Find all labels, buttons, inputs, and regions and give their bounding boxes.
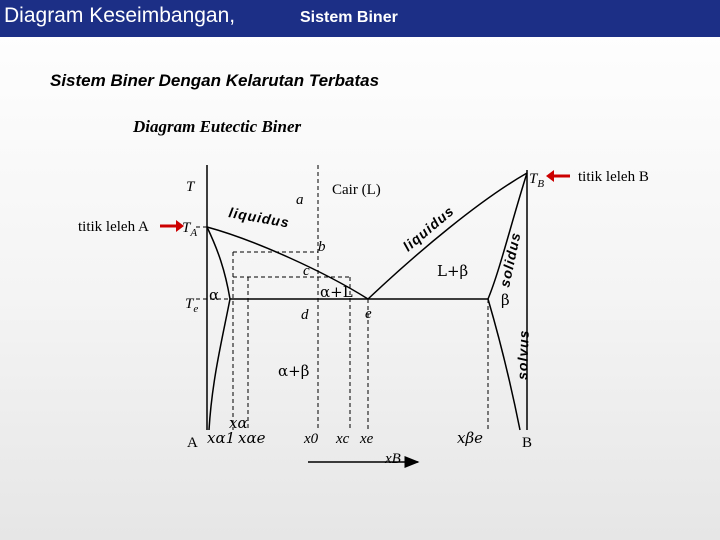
axis-a-label: A: [187, 435, 198, 451]
alpha-region-label: α: [209, 286, 220, 304]
alpha-beta-region-label: α+β: [278, 362, 310, 380]
t-e-label: $T_e$: [185, 296, 199, 315]
t-b-label: $T_B$: [529, 171, 545, 190]
x-alpha-e-label: xαe: [238, 429, 266, 447]
melt-b-arrowhead: [546, 170, 554, 182]
xe-label: xe: [360, 431, 374, 447]
liquidus-left-text: liquidus: [227, 204, 291, 231]
melt-b-label: titik leleh B: [578, 169, 649, 185]
composition-xb-label: xB: [385, 451, 401, 467]
liquid-region-label: Cair (L): [332, 182, 381, 198]
l-beta-region-label: L+β: [437, 262, 469, 280]
point-e-label: e: [365, 306, 372, 322]
point-a-label: a: [296, 192, 304, 208]
slide-title-suffix: Sistem Biner: [300, 9, 398, 26]
point-d-label: d: [301, 307, 309, 323]
solvus-left-curve: [209, 299, 230, 430]
solidus-right-text: solidus: [496, 230, 524, 289]
x-alpha1-label: xα1: [207, 429, 236, 447]
x0-label: x0: [304, 431, 319, 447]
solvus-right-text: solvus: [514, 329, 532, 381]
point-b-label: b: [318, 239, 326, 255]
melt-a-label: titik leleh A: [78, 219, 149, 235]
t-a-label: $T_A$: [182, 220, 198, 239]
xc-label: xc: [336, 431, 350, 447]
axis-b-label: B: [522, 435, 533, 451]
x-alpha-label: xα: [229, 414, 248, 432]
slide-title: Diagram Keseimbangan,: [4, 4, 236, 27]
axis-t-label: T: [186, 179, 195, 195]
alpha-l-region-label: α+L: [320, 283, 353, 301]
diagram-title: Diagram Eutectic Biner: [133, 117, 302, 136]
slide-heading: Sistem Biner Dengan Kelarutan Terbatas: [50, 71, 380, 90]
x-beta-e-label: xβe: [457, 429, 484, 447]
liquidus-right-text: liquidus: [399, 202, 458, 255]
point-c-label: c: [303, 263, 310, 279]
beta-region-label: β: [501, 291, 510, 309]
